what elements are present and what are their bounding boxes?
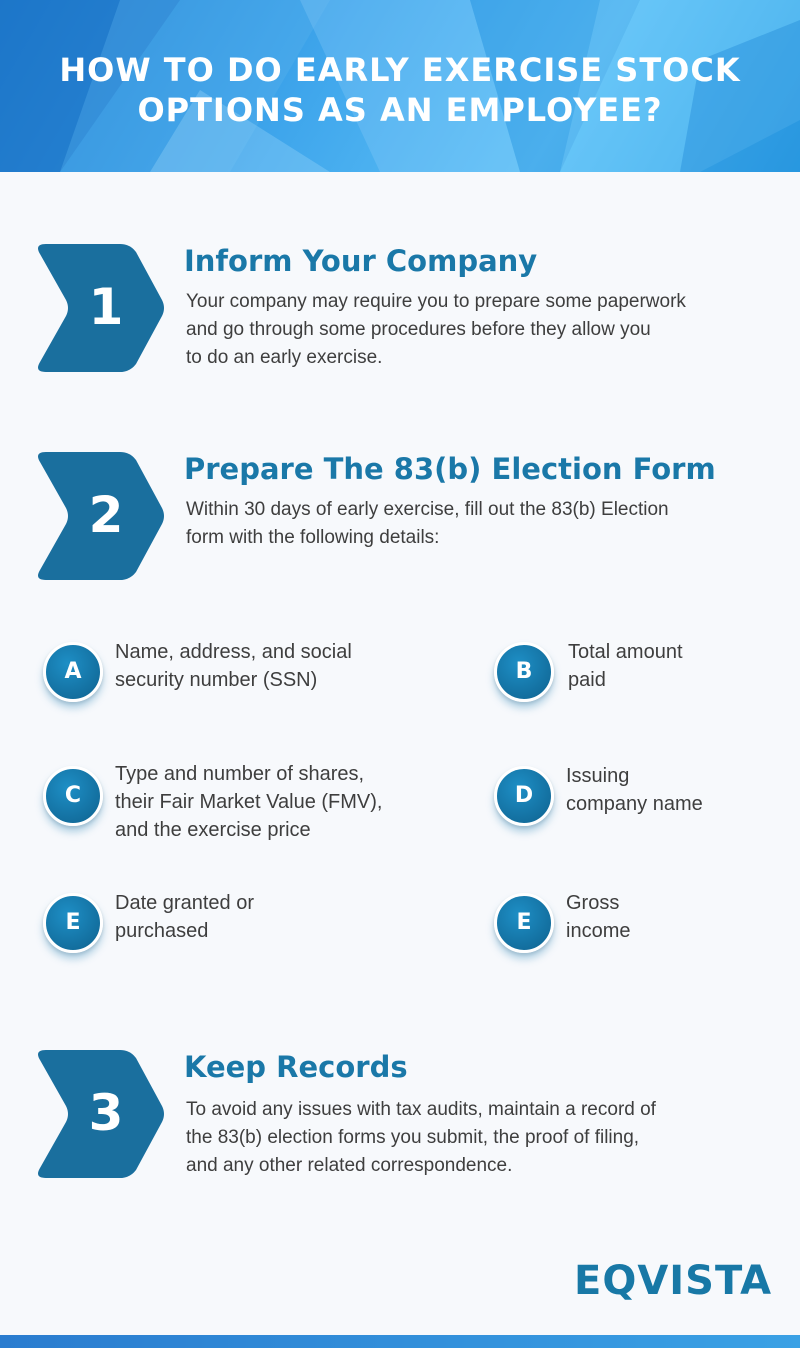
detail-e2-line-1: Gross bbox=[566, 892, 620, 914]
step-1-line-2: and go through some procedures before they allow you bbox=[186, 319, 651, 340]
detail-c-line-3: and the exercise price bbox=[115, 819, 311, 841]
detail-b-line-1: Total amount bbox=[568, 641, 683, 663]
detail-e2-line-2: income bbox=[566, 920, 631, 942]
detail-badge-a: A bbox=[43, 642, 103, 702]
detail-text-e1 bbox=[115, 889, 415, 945]
step-1-title: Inform Your Company bbox=[184, 244, 538, 278]
step-2-line-1: Within 30 days of early exercise, fill out the 83(b) Election bbox=[186, 499, 669, 520]
step-3-description bbox=[186, 1096, 776, 1180]
step-3-line-1: To avoid any issues with tax audits, maintain a record of bbox=[186, 1099, 656, 1120]
eqvista-logo: EQVISTA bbox=[574, 1258, 773, 1304]
detail-text-b bbox=[568, 638, 800, 694]
header-banner bbox=[0, 0, 800, 172]
step-3-chevron bbox=[32, 1050, 166, 1178]
detail-e1-line-1: Date granted or bbox=[115, 892, 254, 914]
detail-badge-d: D bbox=[494, 766, 554, 826]
step-3-title: Keep Records bbox=[184, 1050, 408, 1084]
detail-d-line-2: company name bbox=[566, 793, 703, 815]
step-3-line-3: and any other related correspondence. bbox=[186, 1155, 513, 1176]
step-2-chevron bbox=[32, 452, 166, 580]
detail-text-d bbox=[566, 762, 800, 818]
detail-badge-e1: E bbox=[43, 893, 103, 953]
step-2-title: Prepare The 83(b) Election Form bbox=[184, 452, 716, 486]
step-1-number: 1 bbox=[88, 278, 124, 336]
detail-d-line-1: Issuing bbox=[566, 765, 630, 787]
detail-c-line-1: Type and number of shares, bbox=[115, 763, 365, 785]
detail-text-c bbox=[115, 760, 415, 844]
detail-e1-line-2: purchased bbox=[115, 920, 209, 942]
bottom-bar bbox=[0, 1335, 800, 1348]
detail-c-line-2: their Fair Market Value (FMV), bbox=[115, 791, 383, 813]
step-2-description bbox=[186, 496, 776, 552]
step-3-line-2: the 83(b) election forms you submit, the proof of filing, bbox=[186, 1127, 640, 1148]
step-1-description bbox=[186, 288, 776, 372]
detail-b-line-2: paid bbox=[568, 669, 606, 691]
page-title-line-1: HOW TO DO EARLY EXERCISE STOCK bbox=[59, 51, 741, 89]
detail-badge-b: B bbox=[494, 642, 554, 702]
step-1-line-3: to do an early exercise. bbox=[186, 347, 383, 368]
step-1-line-1: Your company may require you to prepare some paperwork bbox=[186, 291, 686, 312]
detail-badge-e2: E bbox=[494, 893, 554, 953]
page-title bbox=[0, 50, 800, 130]
detail-text-e2 bbox=[566, 889, 800, 945]
step-2-number: 2 bbox=[88, 486, 124, 544]
detail-text-a bbox=[115, 638, 415, 694]
detail-badge-c: C bbox=[43, 766, 103, 826]
step-1-chevron bbox=[32, 244, 166, 372]
page-title-line-2: OPTIONS AS AN EMPLOYEE? bbox=[137, 91, 663, 129]
detail-a-line-2: security number (SSN) bbox=[115, 669, 318, 691]
step-3-number: 3 bbox=[88, 1084, 124, 1142]
step-2-line-2: form with the following details: bbox=[186, 527, 440, 548]
detail-a-line-1: Name, address, and social bbox=[115, 641, 352, 663]
